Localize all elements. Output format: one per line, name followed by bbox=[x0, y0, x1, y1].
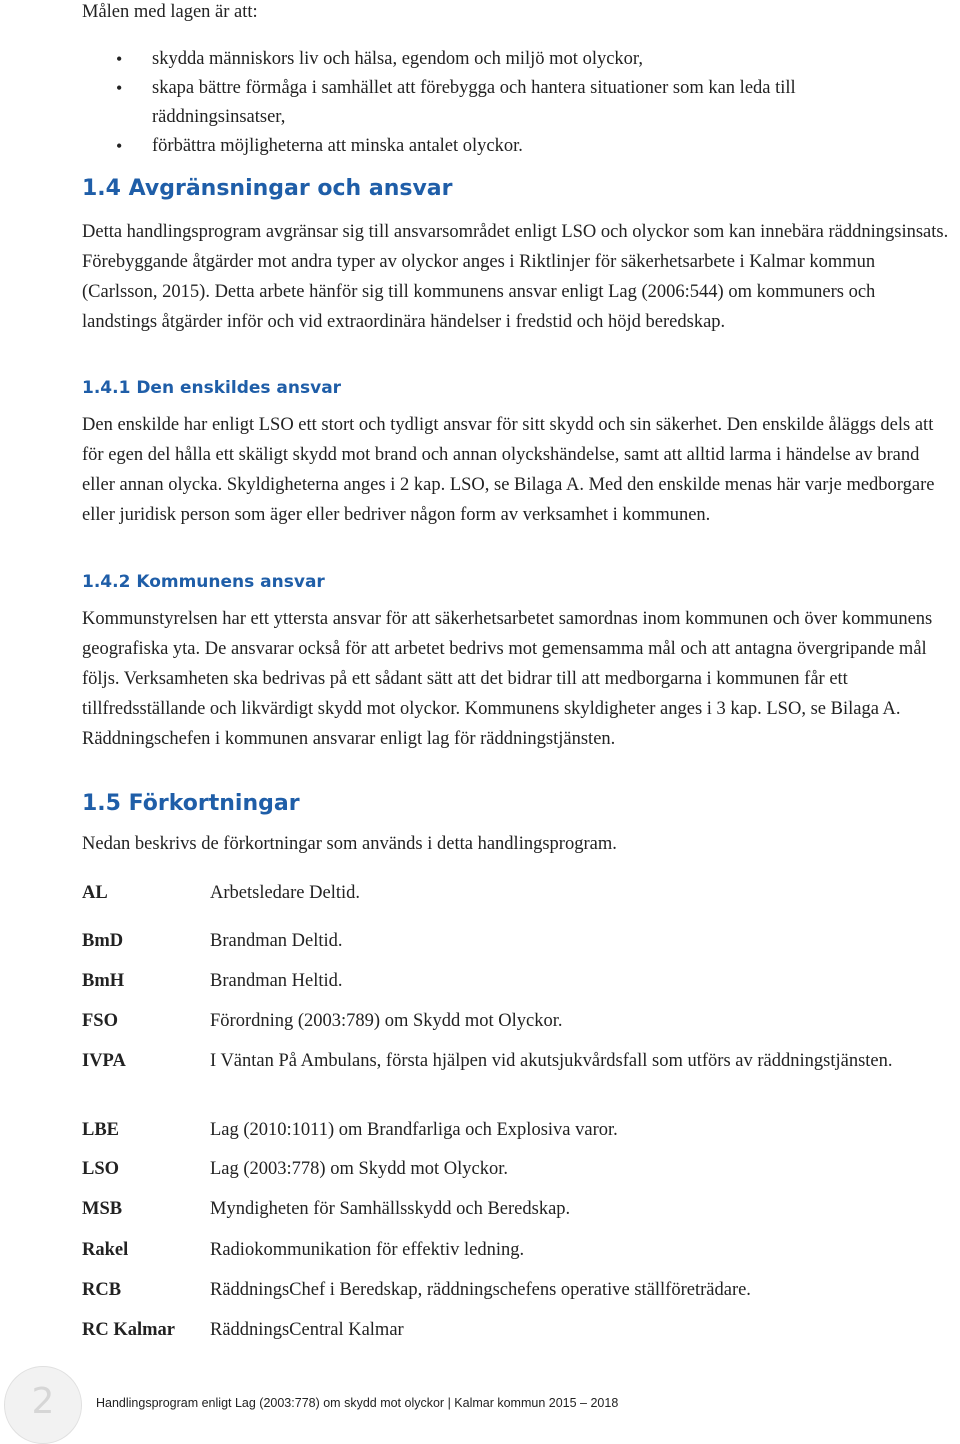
abbreviation-value: Arbetsledare Deltid. bbox=[210, 883, 360, 903]
abbreviation-key: AL bbox=[82, 883, 108, 903]
abbreviation-value: Radiokommunikation för effektiv ledning. bbox=[210, 1240, 525, 1260]
section-body-1-4-2: Kommunstyrelsen har ett yttersta ansvar för att säkerhetsarbetet samordnas inom kommunen och över kommunens geografiska yta. De ansvarar också för att arbetet bedrivs mot gemensamma mål och att antagna övergripande mål följs. Verksamheten ska bedrivas på ett sådant sätt att det bidrar till att medborgarna i kommunen får ett tillfredsställande och likvärdigt skydd mot olyckor. Kommunens skyldigheter anges i 3 kap. LSO, se Bilaga A. Räddningschefen i kommunen ansvarar enligt lag för räddningstjänsten. bbox=[82, 609, 933, 749]
list-item: • skydda människors liv och hälsa, egendom och miljö mot olyckor, bbox=[152, 45, 932, 74]
abbreviation-key: RC Kalmar bbox=[82, 1320, 175, 1340]
list-item: • skapa bättre förmåga i samhället att förebygga och hantera situationer som kan leda till räddningsinsatser, bbox=[152, 74, 932, 132]
abbreviation-value: Brandman Deltid. bbox=[210, 931, 343, 951]
abbreviation-key: FSO bbox=[82, 1011, 118, 1031]
section-heading-1-5: 1.5 Förkortningar bbox=[82, 791, 300, 816]
page-number-badge bbox=[4, 1366, 82, 1444]
section-body-1-4: Detta handlingsprogram avgränsar sig till ansvarsområdet enligt LSO och olyckor som kan innebära räddningsinsats. Förebyggande åtgärder mot andra typer av olyckor anges i Riktlinjer för säkerhetsarbete i Kalmar kommun (Carlsson, 2015). Detta arbete hänför sig till kommunens ansvar enligt Lag (2006:544) om kommuners och landstings åtgärder inför och vid extraordinära händelser i fredstid och höjd beredskap. bbox=[82, 222, 949, 332]
section-heading-1-4-2: 1.4.2 Kommunens ansvar bbox=[82, 572, 325, 592]
abbreviation-key: Rakel bbox=[82, 1240, 129, 1260]
abbreviation-key: IVPA bbox=[82, 1051, 126, 1071]
abbreviation-value: RäddningsCentral Kalmar bbox=[210, 1320, 404, 1340]
abbreviation-value: RäddningsChef i Beredskap, räddningschefens operative ställföreträdare. bbox=[210, 1280, 751, 1300]
section-heading-1-4-1: 1.4.1 Den enskildes ansvar bbox=[82, 378, 342, 398]
section-body-1-4-1: Den enskilde har enligt LSO ett stort och tydligt ansvar för sitt skydd och sin säkerhet. Den enskilde åläggs dels att för egen del hålla ett skäligt skydd mot brand och annan olyckshändelse, samt att alltid larma i händelse av brand eller annan olycka. Skyldigheterna anges i 2 kap. LSO, se Bilaga A. Med den enskilde menas här varje medborgare eller juridisk person som äger eller bedriver någon form av verksamhet i kommunen. bbox=[82, 415, 935, 525]
goals-list bbox=[152, 45, 932, 161]
section-intro-1-5: Nedan beskrivs de förkortningar som används i detta handlingsprogram. bbox=[82, 834, 617, 854]
intro-text: Målen med lagen är att: bbox=[82, 2, 258, 22]
abbreviation-key: RCB bbox=[82, 1280, 122, 1300]
list-item: • förbättra möjligheterna att minska antalet olyckor. bbox=[152, 132, 932, 161]
abbreviation-value: I Väntan På Ambulans, första hjälpen vid akutsjukvårdsfall som utförs av räddningstjänsten. bbox=[210, 1051, 893, 1071]
abbreviation-value: Lag (2010:1011) om Brandfarliga och Explosiva varor. bbox=[210, 1120, 618, 1140]
abbreviation-key: MSB bbox=[82, 1199, 123, 1219]
page-number: 2 bbox=[31, 1381, 55, 1422]
abbreviation-key: LSO bbox=[82, 1159, 120, 1179]
abbreviation-key: LBE bbox=[82, 1120, 120, 1140]
abbreviation-value: Förordning (2003:789) om Skydd mot Olyckor. bbox=[210, 1011, 563, 1031]
section-heading-1-4: 1.4 Avgränsningar och ansvar bbox=[82, 176, 453, 201]
abbreviation-value: Lag (2003:778) om Skydd mot Olyckor. bbox=[210, 1159, 509, 1179]
abbreviation-key: BmH bbox=[82, 971, 125, 991]
abbreviation-key: BmD bbox=[82, 931, 124, 951]
abbreviation-value: Brandman Heltid. bbox=[210, 971, 343, 991]
footer-text: Handlingsprogram enligt Lag (2003:778) om skydd mot olyckor | Kalmar kommun 2015 – 2018 bbox=[96, 1396, 619, 1410]
abbreviation-value: Myndigheten för Samhällsskydd och Beredskap. bbox=[210, 1199, 571, 1219]
